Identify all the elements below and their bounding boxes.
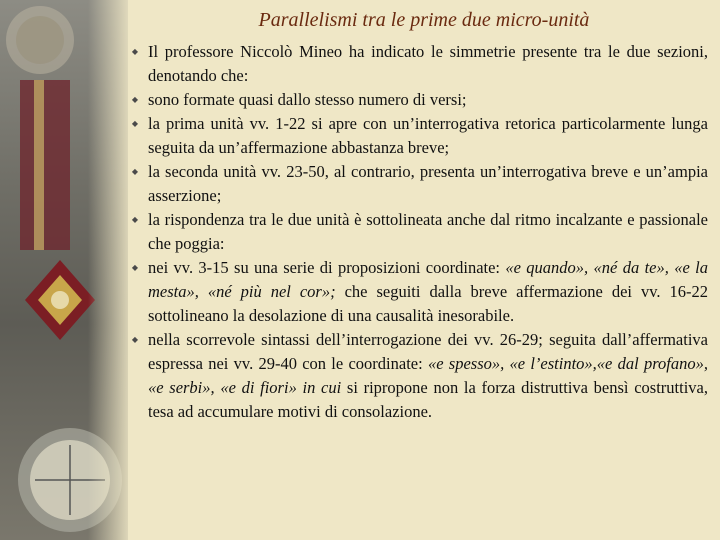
medal-illustration-icon: [0, 0, 128, 540]
bullet-item: [128, 328, 708, 424]
diamond-bullet-icon: ◆: [131, 263, 139, 272]
bullet-item: [128, 88, 708, 112]
diamond-bullet-icon: ◆: [131, 167, 139, 176]
diamond-bullet-icon: ◆: [131, 119, 139, 128]
bullet-text: la seconda unità vv. 23-50, al contrario, presenta un’interrogativa breve e un’ampia asserzione;: [148, 162, 708, 205]
diamond-bullet-icon: ◆: [131, 335, 139, 344]
bullet-text: la prima unità vv. 1-22 si apre con un’interrogativa retorica particolarmente lunga seguita da un’affermazione abbastanza breve;: [148, 114, 708, 157]
bullet-item: [128, 160, 708, 208]
bullet-text: che seguiti dalla breve affermazione dei vv. 16-22 sottolineano la desolazione di una causalità inesorabile.: [148, 282, 708, 325]
bullet-item: [128, 112, 708, 160]
bullet-item: [128, 208, 708, 256]
diamond-bullet-icon: ◆: [131, 47, 139, 56]
bullet-text: nei vv. 3-15 su una serie di proposizioni coordinate:: [148, 258, 506, 277]
bullet-item: [128, 256, 708, 328]
slide-content: [128, 0, 720, 540]
bullet-text: la rispondenza tra le due unità è sottolineata anche dal ritmo incalzante e passionale che poggia:: [148, 210, 708, 253]
slide-title: Parallelismi tra le prime due micro-unità: [258, 9, 590, 31]
bullet-quote: «e spesso», «e l’estinto»,«e dal profano», «e serbi», «e di fiori» in cui: [148, 354, 708, 397]
bullet-text: si ripropone non la forza distruttiva bensì costruttiva, tesa ad accumulare motivi di consolazione.: [148, 378, 708, 421]
bullet-list: [128, 40, 708, 424]
bullet-text: sono formate quasi dallo stesso numero di versi;: [148, 90, 467, 109]
bullet-text: nella scorrevole sintassi dell’interrogazione dei vv. 26-29; seguita dall’affermativa espressa nei vv. 29-40 con le coordinate:: [148, 330, 708, 373]
diamond-bullet-icon: ◆: [131, 95, 139, 104]
diamond-bullet-icon: ◆: [131, 215, 139, 224]
bullet-text: Il professore Niccolò Mineo ha indicato le simmetrie presente tra le due sezioni, denotando che:: [148, 42, 708, 85]
bullet-quote: «e quando», «né da te», «e la mesta», «né più nel cor»;: [148, 258, 708, 301]
bullet-item: [128, 40, 708, 88]
decorative-medal-image: [0, 0, 128, 540]
